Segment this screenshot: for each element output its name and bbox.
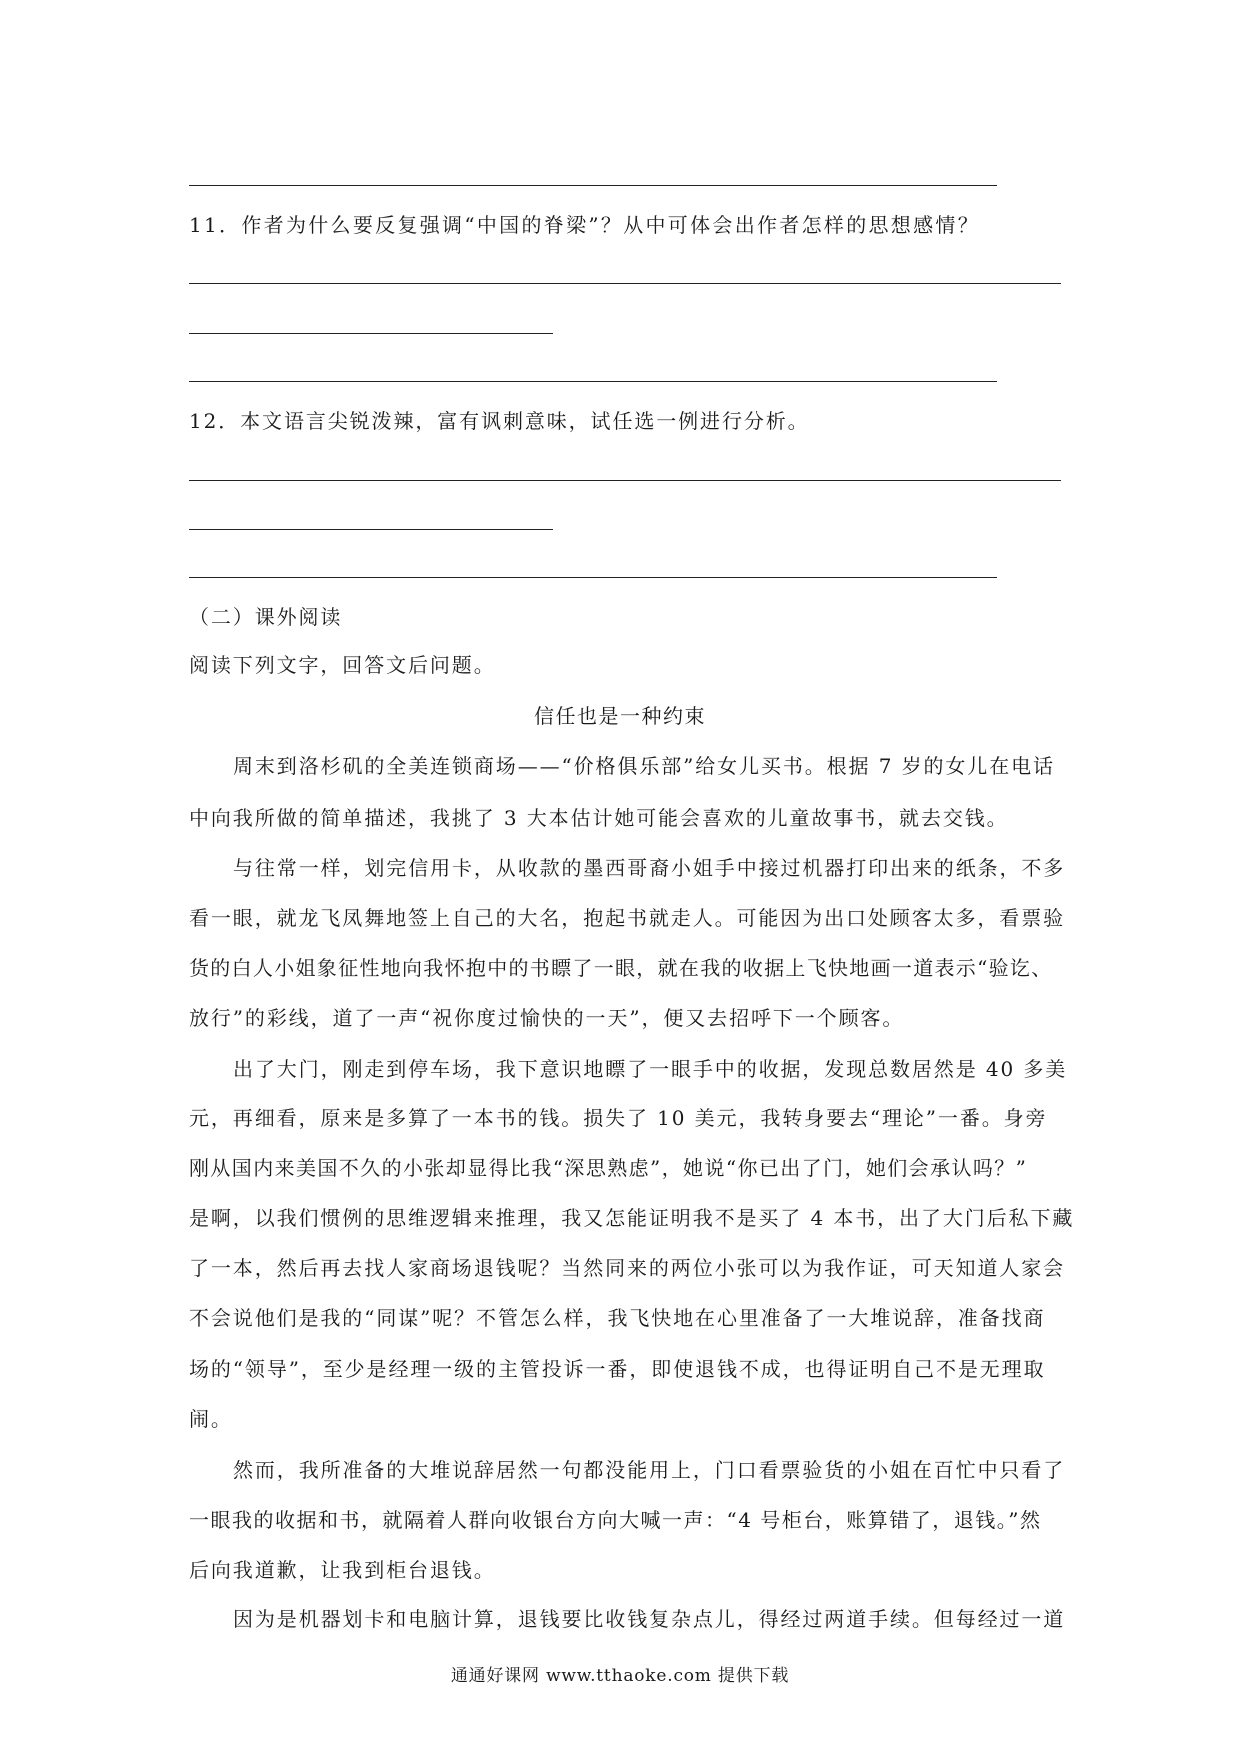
answer-line <box>189 480 1061 481</box>
article-line: 场的“领导”，至少是经理一级的主管投诉一番，即使退钱不成，也得证明自己不是无理取 <box>189 1357 1046 1381</box>
article-line: 货的白人小姐象征性地向我怀抱中的书瞟了一眼，就在我的收据上飞快地画一道表示“验讫、 <box>189 956 1053 980</box>
article-line: 与往常一样，划完信用卡，从收款的墨西哥裔小姐手中接过机器打印出来的纸条，不多 <box>233 856 1066 880</box>
article-line: 一眼我的收据和书，就隔着人群向收银台方向大喊一声：“4 号柜台，账算错了，退钱。”然 <box>189 1508 1042 1532</box>
instructions: 阅读下列文字，回答文后问题。 <box>189 653 496 677</box>
answer-line <box>189 333 553 334</box>
article-line: 因为是机器划卡和电脑计算，退钱要比收钱复杂点儿，得经过两道手续。但每经过一道 <box>233 1607 1066 1631</box>
answer-line <box>189 381 997 382</box>
section-heading: （二）课外阅读 <box>189 605 343 629</box>
answer-line <box>189 577 997 578</box>
question-11: 11．作者为什么要反复强调“中国的脊梁”？从中可体会出作者怎样的思想感情？ <box>189 213 980 237</box>
article-line: 放行”的彩线，道了一声“祝你度过愉快的一天”，便又去招呼下一个顾客。 <box>189 1006 905 1030</box>
article-line: 然而，我所准备的大堆说辞居然一句都没能用上，门口看票验货的小姐在百忙中只看了 <box>233 1458 1066 1482</box>
article-line: 后向我道歉，让我到柜台退钱。 <box>189 1558 496 1582</box>
article-line: 不会说他们是我的“同谋”呢？不管怎么样，我飞快地在心里准备了一大堆说辞，准备找商 <box>189 1306 1046 1330</box>
article-line: 刚从国内来美国不久的小张却显得比我“深思熟虑”，她说“你已出了门，她们会承认吗？” <box>189 1156 1028 1180</box>
article-line: 中向我所做的简单描述，我挑了 3 大本估计她可能会喜欢的儿童故事书，就去交钱。 <box>189 806 1009 830</box>
article-line: 元，再细看，原来是多算了一本书的钱。损失了 10 美元，我转身要去“理论”一番。身旁 <box>189 1106 1048 1130</box>
answer-line <box>189 283 1061 284</box>
answer-line <box>189 529 553 530</box>
answer-line <box>189 185 997 186</box>
question-12: 12．本文语言尖锐泼辣，富有讽刺意味，试任选一例进行分析。 <box>189 409 810 433</box>
article-line: 闹。 <box>189 1407 233 1431</box>
article-line: 了一本，然后再去找人家商场退钱呢？当然同来的两位小张可以为我作证，可天知道人家会 <box>189 1256 1065 1280</box>
article-line: 周末到洛杉矶的全美连锁商场——“价格俱乐部”给女儿买书。根据 7 岁的女儿在电话 <box>233 754 1055 778</box>
article-line: 是啊，以我们惯例的思维逻辑来推理，我又怎能证明我不是买了 4 本书，出了大门后私下藏 <box>189 1206 1075 1230</box>
article-line: 出了大门，刚走到停车场，我下意识地瞟了一眼手中的收据，发现总数居然是 40 多美 <box>233 1057 1068 1081</box>
page-footer: 通通好课网 www.tthaoke.com 提供下载 <box>450 1666 790 1686</box>
article-title: 信任也是一种约束 <box>534 704 706 728</box>
article-line: 看一眼，就龙飞凤舞地签上自己的大名，抱起书就走人。可能因为出口处顾客太多，看票验 <box>189 906 1065 930</box>
